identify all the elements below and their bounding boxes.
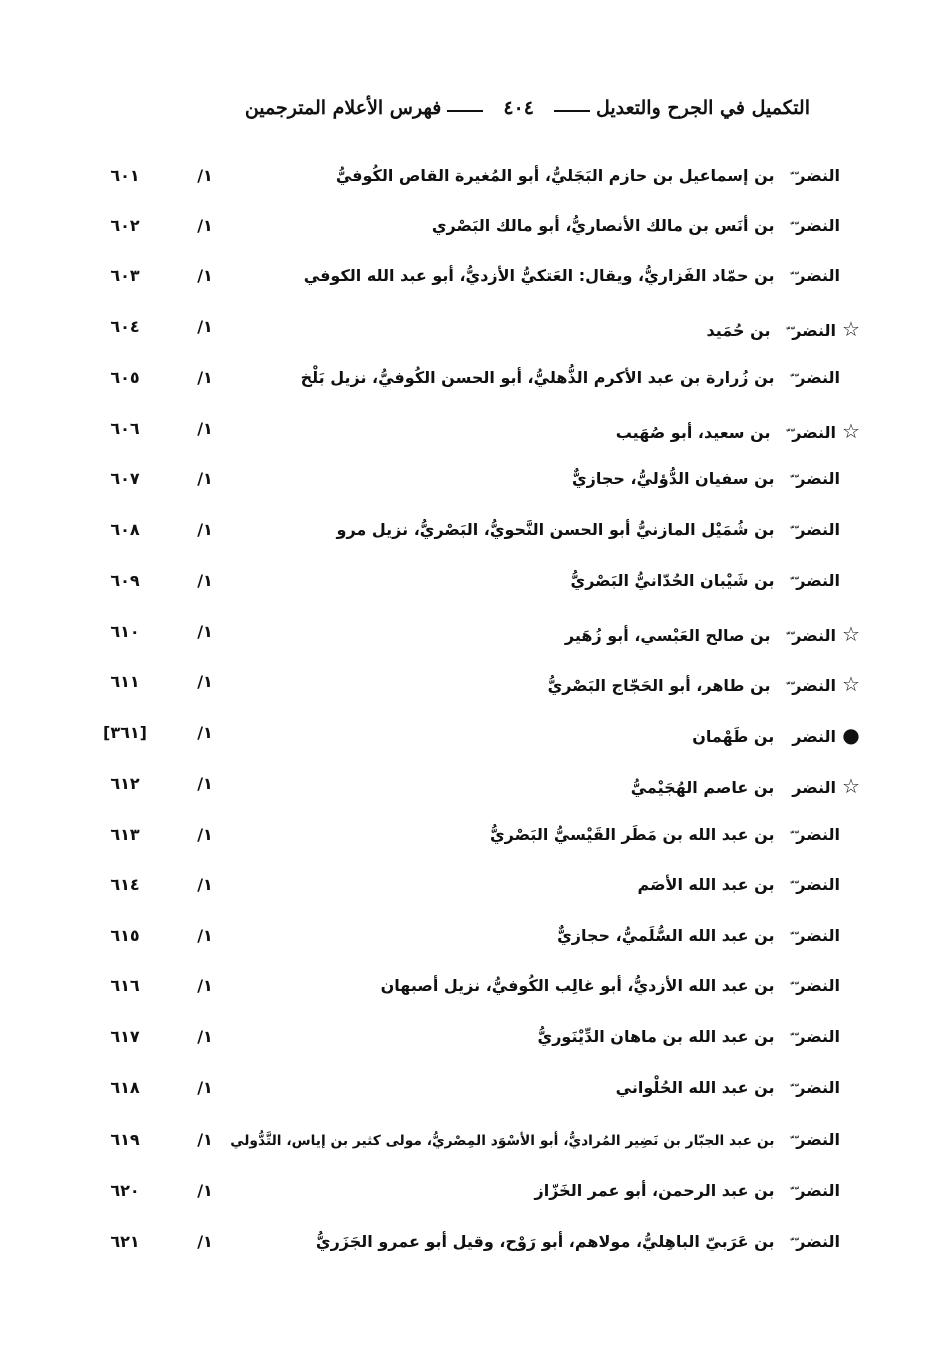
entry-lineage: بن إسماعيل بن حازم البَجَليُّ، أبو المُغيرة القاص الكُوفيُّ bbox=[335, 166, 775, 185]
entry-name-line bbox=[337, 520, 840, 539]
entry-head-name: النضر bbox=[792, 778, 836, 797]
entry-lineage: بن عبد الله بن مَطَر القَيْسيُّ البَصْريُّ bbox=[489, 825, 775, 844]
entry-number: ٦٠٨ bbox=[110, 520, 140, 539]
entry-number: ٦١٨ bbox=[110, 1078, 140, 1097]
page-number: ٤٠٤ bbox=[503, 97, 534, 119]
index-entry bbox=[60, 869, 900, 903]
entry-head-name: النضر bbox=[796, 166, 840, 185]
index-entry bbox=[60, 210, 900, 244]
entry-name-line bbox=[557, 926, 840, 945]
entry-marks: ّ ّ bbox=[790, 830, 795, 843]
entry-lineage: بن سعيد، أبو صُهَيب bbox=[615, 423, 771, 442]
bullet-icon: ● bbox=[842, 723, 860, 747]
entry-lineage: بن عبد الله الحُلْواني bbox=[615, 1078, 775, 1097]
entry-volume: ١/ bbox=[197, 774, 213, 793]
entry-head-name: النضر bbox=[796, 266, 840, 285]
entry-number: ٦١٦ bbox=[110, 976, 140, 995]
entry-name-line bbox=[572, 469, 840, 488]
entry-volume: ١/ bbox=[197, 1232, 213, 1251]
index-entry bbox=[60, 768, 900, 802]
entry-marks: ّ ّ bbox=[786, 428, 791, 441]
entry-lineage: بن حمّاد الفَزاريُّ، ويقال: العَتكيُّ الأزديُّ، أبو عبد الله الكوفي bbox=[303, 266, 775, 285]
entry-number: ٦٠٩ bbox=[110, 571, 140, 590]
entry-head-name: النضر bbox=[796, 1232, 840, 1251]
star-icon: ☆ bbox=[842, 419, 860, 443]
entry-marks: ّ ّ bbox=[790, 1083, 795, 1096]
entry-volume: ١/ bbox=[197, 266, 213, 285]
entry-head-name: النضر bbox=[792, 423, 836, 442]
entry-volume: ١/ bbox=[197, 926, 213, 945]
entry-marks: ّ ّ bbox=[786, 631, 791, 644]
entry-head-name: النضر bbox=[796, 571, 840, 590]
entry-name-line bbox=[638, 875, 840, 894]
entry-name-line bbox=[490, 825, 840, 844]
entry-name-line bbox=[631, 774, 862, 798]
entry-head-name: النضر bbox=[792, 727, 836, 746]
entry-marks: ّ ّ bbox=[790, 931, 795, 944]
entry-volume: ١/ bbox=[197, 571, 213, 590]
index-entry bbox=[60, 413, 900, 447]
entry-name-line bbox=[304, 266, 840, 285]
entry-name-line bbox=[548, 672, 862, 696]
entry-head-name: النضر bbox=[792, 676, 836, 695]
entry-volume: ١/ bbox=[197, 520, 213, 539]
entry-head-name: النضر bbox=[792, 321, 836, 340]
entry-volume: ١/ bbox=[197, 1027, 213, 1046]
star-icon: ☆ bbox=[842, 317, 860, 341]
entry-number: ٦٢١ bbox=[110, 1232, 140, 1251]
entry-number: ٦٢٠ bbox=[110, 1181, 140, 1200]
entry-head-name: النضر bbox=[792, 626, 836, 645]
index-entry bbox=[60, 311, 900, 345]
entry-marks: ّ ّ bbox=[790, 576, 795, 589]
index-entry bbox=[60, 717, 900, 751]
entry-volume: ١/ bbox=[197, 216, 213, 235]
entry-number: ٦١٩ bbox=[110, 1130, 140, 1149]
entry-volume: ١/ bbox=[197, 419, 213, 438]
entry-lineage: بن طاهر، أبو الحَجّاج البَصْريُّ bbox=[547, 676, 771, 695]
entry-volume: ١/ bbox=[197, 1181, 213, 1200]
entry-number: ٦١٥ bbox=[110, 926, 140, 945]
entry-number: ٦١٠ bbox=[110, 622, 140, 641]
entry-marks: ّ ّ bbox=[790, 1032, 795, 1045]
entry-marks: ّ ّ bbox=[790, 221, 795, 234]
entry-number: ٦٠٦ bbox=[110, 419, 140, 438]
entry-lineage: بن صالح العَبْسي، أبو زُهَير bbox=[564, 626, 771, 645]
entry-lineage: بن عبد الجبّار بن نَضِير المُراديُّ، أبو الأسْوَد المِصْريُّ، مولى كثير بن إياس، التَّدُّولي bbox=[230, 1133, 775, 1149]
entry-marks: ّ ّ bbox=[790, 1135, 795, 1148]
entry-head-name: النضر bbox=[796, 216, 840, 235]
index-entry bbox=[60, 970, 900, 1004]
star-icon: ☆ bbox=[842, 622, 860, 646]
index-entry bbox=[60, 463, 900, 497]
index-entry bbox=[60, 1072, 900, 1106]
index-entry bbox=[60, 1124, 900, 1158]
entry-name-line bbox=[616, 1078, 840, 1097]
entry-name-line bbox=[616, 419, 862, 443]
entry-lineage: بن عاصم الهُجَيْميُّ bbox=[630, 778, 775, 797]
entry-marks: ّ ّ bbox=[786, 326, 791, 339]
entry-head-name: النضر bbox=[796, 368, 840, 387]
header-dash bbox=[447, 110, 483, 112]
entry-marks: ّ ّ bbox=[790, 1186, 795, 1199]
entry-name-line bbox=[538, 1027, 840, 1046]
entry-marks: ّ ّ bbox=[790, 880, 795, 893]
entry-marks: ّ ّ bbox=[790, 525, 795, 538]
entry-lineage: بن عَرَبيّ الباهِليُّ، مولاهم، أبو رَوْح، وقيل أبو عمرو الجَزَريُّ bbox=[315, 1232, 775, 1251]
entry-marks: ّ ّ bbox=[790, 171, 795, 184]
entry-name-line bbox=[336, 166, 840, 185]
index-entry bbox=[60, 1226, 900, 1260]
entry-number: ٦٠٣ bbox=[110, 266, 140, 285]
entry-head-name: النضر bbox=[796, 469, 840, 488]
entry-volume: ١/ bbox=[197, 672, 213, 691]
entry-lineage: بن حُمَيد bbox=[706, 321, 771, 340]
entry-lineage: بن عبد الله الأصَم bbox=[637, 875, 775, 894]
entry-volume: ١/ bbox=[197, 976, 213, 995]
header-dash bbox=[554, 110, 590, 112]
entry-lineage: بن عبد الله بن ماهان الدِّيْنَوريُّ bbox=[537, 1027, 775, 1046]
entry-lineage: بن عبد الله الأزديُّ، أبو غالِب الكُوفيُّ، نزيل أصبهان bbox=[380, 976, 775, 995]
entry-marks: ّ ّ bbox=[790, 1237, 795, 1250]
entry-number: ٦١٧ bbox=[110, 1027, 140, 1046]
index-entry bbox=[60, 1021, 900, 1055]
section-title: فهرس الأعلام المترجمين bbox=[244, 97, 442, 119]
entry-volume: ١/ bbox=[197, 723, 213, 742]
running-header bbox=[180, 88, 810, 128]
entry-marks: ّ ّ bbox=[790, 474, 795, 487]
entry-number: ٦٠١ bbox=[110, 166, 140, 185]
entry-lineage: بن شَيْبان الحُدّانيُّ البَصْريُّ bbox=[570, 571, 775, 590]
entry-volume: ١/ bbox=[197, 1130, 213, 1149]
entry-lineage: بن عبد الرحمن، أبو عمر الخَزّاز bbox=[534, 1181, 775, 1200]
entry-volume: ١/ bbox=[197, 825, 213, 844]
index-entry bbox=[60, 565, 900, 599]
entry-volume: ١/ bbox=[197, 317, 213, 336]
entry-name-line bbox=[571, 571, 840, 590]
entry-head-name: النضر bbox=[796, 1078, 840, 1097]
entry-volume: ١/ bbox=[197, 368, 213, 387]
entry-head-name: النضر bbox=[796, 976, 840, 995]
entry-head-name: النضر bbox=[796, 1130, 840, 1149]
entry-name-line bbox=[535, 1181, 840, 1200]
entry-marks: ّ ّ bbox=[790, 981, 795, 994]
entry-head-name: النضر bbox=[796, 1027, 840, 1046]
entry-lineage: بن شُمَيْل المازنيُّ أبو الحسن النَّحويُّ، البَصْريُّ، نزيل مرو bbox=[336, 520, 775, 539]
star-icon: ☆ bbox=[842, 672, 860, 696]
entry-volume: ١/ bbox=[197, 622, 213, 641]
index-entry bbox=[60, 514, 900, 548]
entry-number: ٦١٤ bbox=[110, 875, 140, 894]
entry-name-line bbox=[316, 1232, 840, 1251]
index-entry bbox=[60, 160, 900, 194]
entry-name-line bbox=[706, 317, 862, 341]
entry-number: ٦٠٧ bbox=[110, 469, 140, 488]
entry-head-name: النضر bbox=[796, 926, 840, 945]
entry-marks: ّ ّ bbox=[786, 681, 791, 694]
book-title: التكميل في الجرح والتعديل bbox=[595, 97, 810, 119]
entry-number: ٦٠٢ bbox=[110, 216, 140, 235]
entry-name-line bbox=[692, 723, 862, 747]
entry-head-name: النضر bbox=[796, 875, 840, 894]
entry-volume: ١/ bbox=[197, 166, 213, 185]
star-icon: ☆ bbox=[842, 774, 860, 798]
entry-number: ٦١٣ bbox=[110, 825, 140, 844]
entry-head-name: النضر bbox=[796, 825, 840, 844]
entry-volume: ١/ bbox=[197, 1078, 213, 1097]
entry-number: ٦١١ bbox=[110, 672, 140, 691]
entry-volume: ١/ bbox=[197, 875, 213, 894]
entry-lineage: بن سفيان الدُّؤليُّ، حجازيٌّ bbox=[572, 469, 775, 488]
entry-number: ٦٠٥ bbox=[110, 368, 140, 387]
entry-head-name: النضر bbox=[796, 520, 840, 539]
entry-lineage: بن أنَس بن مالك الأنصاريُّ، أبو مالك البَصْري bbox=[431, 216, 775, 235]
index-entry bbox=[60, 616, 900, 650]
entry-lineage: بن زُرارة بن عبد الأكرم الذُّهليُّ، أبو الحسن الكُوفيُّ، نزيل بَلْخ bbox=[300, 368, 775, 387]
entry-marks: ّ ّ bbox=[790, 271, 795, 284]
entry-name-line bbox=[381, 976, 840, 995]
entry-number: ٦٠٤ bbox=[110, 317, 140, 336]
index-entry bbox=[60, 362, 900, 396]
entry-name-line bbox=[230, 1130, 840, 1149]
index-entry bbox=[60, 666, 900, 700]
entry-lineage: بن عبد الله السُّلَميُّ، حجازيٌّ bbox=[557, 926, 775, 945]
entry-name-line bbox=[301, 368, 840, 387]
index-entry bbox=[60, 920, 900, 954]
entry-head-name: النضر bbox=[796, 1181, 840, 1200]
index-entry bbox=[60, 819, 900, 853]
entry-number: ٦١٢ bbox=[110, 774, 140, 793]
entry-marks: ّ ّ bbox=[790, 373, 795, 386]
entry-name-line bbox=[565, 622, 862, 646]
entry-lineage: بن طَهْمان bbox=[692, 727, 775, 746]
index-entry bbox=[60, 1175, 900, 1209]
entry-volume: ١/ bbox=[197, 469, 213, 488]
entry-number: [٣٦١] bbox=[103, 723, 147, 742]
entry-name-line bbox=[432, 216, 840, 235]
index-entry bbox=[60, 260, 900, 294]
